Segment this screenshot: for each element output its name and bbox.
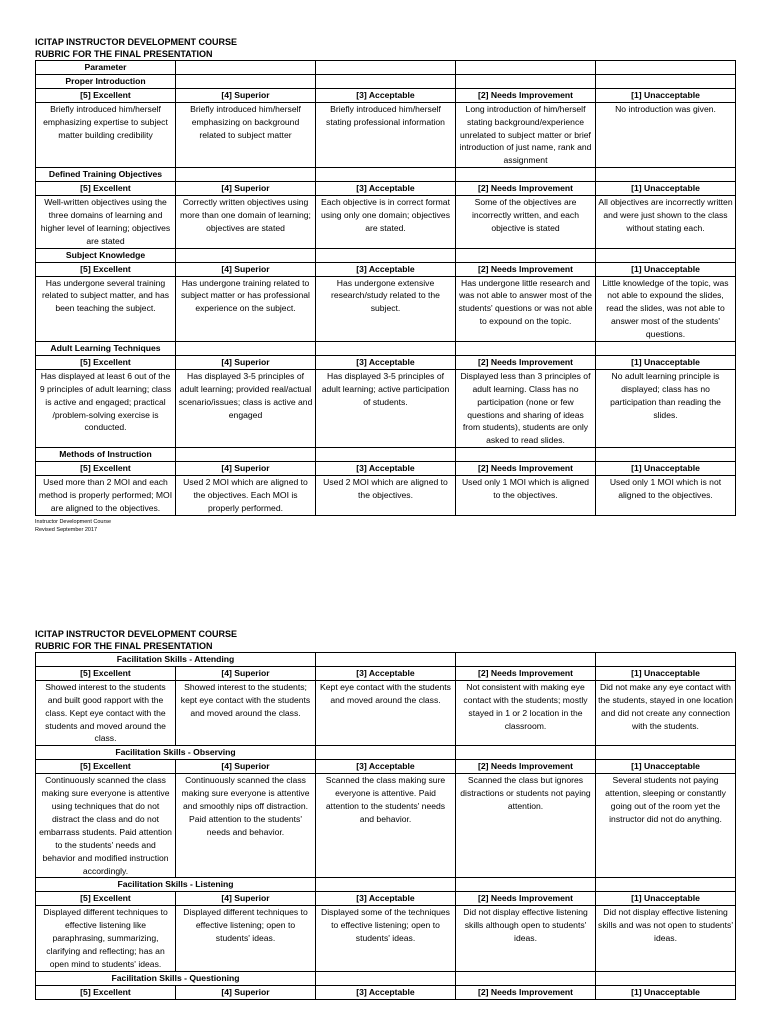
criteria-cell: Showed interest to the students and built good rapport with the class. Kept eye contact with the students and moved around the class.	[36, 680, 176, 746]
level-excellent: [5] Excellent	[36, 892, 176, 906]
level-excellent: [5] Excellent	[36, 182, 176, 196]
criteria-cell: Correctly written objectives using more than one domain of learning; objectives are stated	[176, 196, 316, 249]
criteria-cell: Some of the objectives are incorrectly written, and each objective is stated	[456, 196, 596, 249]
level-superior: [4] Superior	[176, 355, 316, 369]
level-excellent: [5] Excellent	[36, 462, 176, 476]
level-excellent: [5] Excellent	[36, 985, 176, 999]
level-needs-improvement: [2] Needs Improvement	[456, 892, 596, 906]
footer-revision: Revised September 2017	[35, 526, 98, 533]
level-acceptable: [3] Acceptable	[316, 666, 456, 680]
criteria-row	[36, 906, 736, 972]
section-methods-of-instruction	[36, 448, 736, 516]
section-facilitation-attending	[36, 653, 736, 746]
criteria-cell: No adult learning principle is displayed; class has no participation than reading the slides.	[596, 369, 736, 447]
level-acceptable: [3] Acceptable	[316, 88, 456, 102]
section-title: Methods of Instruction	[36, 448, 176, 462]
parameter-label: Parameter	[36, 61, 176, 75]
criteria-cell: Used 2 MOI which are aligned to the objectives. Each MOI is properly performed.	[176, 476, 316, 516]
level-unacceptable: [1] Unacceptable	[596, 462, 736, 476]
level-unacceptable: [1] Unacceptable	[596, 892, 736, 906]
level-needs-improvement: [2] Needs Improvement	[456, 666, 596, 680]
level-needs-improvement: [2] Needs Improvement	[456, 262, 596, 276]
criteria-cell: Has undergone training related to subject matter or has professional experience on the subject.	[176, 276, 316, 342]
level-superior: [4] Superior	[176, 262, 316, 276]
level-unacceptable: [1] Unacceptable	[596, 760, 736, 774]
criteria-cell: Several students not paying attention, sleeping or constantly going out of the room yet the instructor did not do anything.	[596, 774, 736, 878]
criteria-cell: Scanned the class but ignores distractions or students not paying attention.	[456, 774, 596, 878]
level-excellent: [5] Excellent	[36, 88, 176, 102]
criteria-cell: Briefly introduced him/herself emphasizing expertise to subject matter building credibility	[36, 102, 176, 168]
criteria-cell: Has displayed 3-5 principles of adult learning; provided real/actual scenario/issues; class is active and engaged	[176, 369, 316, 447]
footer-course: Instructor Development Course	[35, 518, 112, 525]
level-acceptable: [3] Acceptable	[316, 985, 456, 999]
rubric-page-2	[35, 628, 735, 1000]
criteria-cell: Used only 1 MOI which is not aligned to the objectives.	[596, 476, 736, 516]
section-adult-learning-techniques	[36, 342, 736, 448]
level-superior: [4] Superior	[176, 666, 316, 680]
criteria-cell: Kept eye contact with the students and moved around the class.	[316, 680, 456, 746]
document-title: ICITAP INSTRUCTOR DEVELOPMENT COURSE	[35, 629, 238, 639]
criteria-cell: Has displayed 3-5 principles of adult learning; active participation of students.	[316, 369, 456, 447]
criteria-cell: Has undergone several training related to subject matter, and has been teaching the subject.	[36, 276, 176, 342]
criteria-cell: Used more than 2 MOI and each method is properly performed; MOI are aligned to the objectives.	[36, 476, 176, 516]
level-unacceptable: [1] Unacceptable	[596, 182, 736, 196]
parameter-header-row	[36, 61, 736, 75]
level-superior: [4] Superior	[176, 182, 316, 196]
level-superior: [4] Superior	[176, 88, 316, 102]
criteria-cell: Long introduction of him/herself stating background/experience unrelated to subject matter or brief introduction of just name, rank and assignment	[456, 102, 596, 168]
criteria-cell: Did not display effective listening skills and was not open to students' ideas.	[596, 906, 736, 972]
criteria-cell: Displayed different techniques to effective listening; open to students' ideas.	[176, 906, 316, 972]
criteria-cell: Displayed less than 3 principles of adult learning. Class has no participation (none or few questions and sharing of ideas from students), students are only asked to read slides.	[456, 369, 596, 447]
criteria-cell: No introduction was given.	[596, 102, 736, 168]
criteria-row	[36, 196, 736, 249]
level-acceptable: [3] Acceptable	[316, 355, 456, 369]
section-defined-training-objectives	[36, 168, 736, 248]
criteria-cell: Continuously scanned the class making sure everyone is attentive using techniques that do not distract the class and do not embarrass students. Paid attention to the students' needs and behavior and modified instruction accordingly.	[36, 774, 176, 878]
criteria-cell: Did not make any eye contact with the students, stayed in one location and did not create any connection with the students.	[596, 680, 736, 746]
section-facilitation-observing	[36, 746, 736, 878]
level-needs-improvement: [2] Needs Improvement	[456, 182, 596, 196]
criteria-cell: Has undergone little research and was not able to answer most of the students' questions or was not able to expound on the topic.	[456, 276, 596, 342]
criteria-row	[36, 476, 736, 516]
criteria-row	[36, 369, 736, 447]
document-title: ICITAP INSTRUCTOR DEVELOPMENT COURSE	[35, 37, 238, 47]
level-acceptable: [3] Acceptable	[316, 760, 456, 774]
criteria-cell: Well-written objectives using the three domains of learning and higher level of learning; objectives are stated	[36, 196, 176, 249]
level-unacceptable: [1] Unacceptable	[596, 985, 736, 999]
rubric-table-1	[35, 60, 736, 516]
criteria-cell: Has displayed at least 6 out of the 9 principles of adult learning; class is active and engaged; practical /problem-solving exercise is conducted.	[36, 369, 176, 447]
level-needs-improvement: [2] Needs Improvement	[456, 355, 596, 369]
level-needs-improvement: [2] Needs Improvement	[456, 985, 596, 999]
section-title: Proper Introduction	[36, 74, 176, 88]
section-title: Facilitation Skills - Observing	[36, 746, 316, 760]
level-superior: [4] Superior	[176, 760, 316, 774]
level-acceptable: [3] Acceptable	[316, 182, 456, 196]
level-excellent: [5] Excellent	[36, 760, 176, 774]
section-title: Defined Training Objectives	[36, 168, 176, 182]
section-title: Facilitation Skills - Questioning	[36, 971, 316, 985]
criteria-cell: Each objective is in correct format using only one domain; objectives are stated.	[316, 196, 456, 249]
section-proper-introduction	[36, 74, 736, 167]
level-unacceptable: [1] Unacceptable	[596, 666, 736, 680]
criteria-row	[36, 102, 736, 168]
criteria-row	[36, 680, 736, 746]
criteria-cell: Has undergone extensive research/study related to the subject.	[316, 276, 456, 342]
criteria-cell: Displayed different techniques to effective listening like paraphrasing, summarizing, clarifying and reflecting; has an open mind to students' ideas.	[36, 906, 176, 972]
criteria-cell: Scanned the class making sure everyone is attentive. Paid attention to the students' needs and behavior.	[316, 774, 456, 878]
document-subtitle: RUBRIC FOR THE FINAL PRESENTATION	[35, 49, 213, 59]
level-excellent: [5] Excellent	[36, 262, 176, 276]
section-title: Subject Knowledge	[36, 248, 176, 262]
section-title: Facilitation Skills - Listening	[36, 878, 316, 892]
criteria-cell: Little knowledge of the topic, was not able to expound the slides, read the slides, was not able to answer most of the students' questions.	[596, 276, 736, 342]
criteria-cell: Used only 1 MOI which is aligned to the objectives.	[456, 476, 596, 516]
rubric-page-1	[35, 36, 735, 534]
criteria-cell: Displayed some of the techniques to effective listening; open to students' ideas.	[316, 906, 456, 972]
document-subtitle: RUBRIC FOR THE FINAL PRESENTATION	[35, 641, 213, 651]
level-unacceptable: [1] Unacceptable	[596, 355, 736, 369]
level-acceptable: [3] Acceptable	[316, 262, 456, 276]
section-title: Adult Learning Techniques	[36, 342, 176, 356]
level-unacceptable: [1] Unacceptable	[596, 262, 736, 276]
page-footer	[35, 518, 735, 534]
level-acceptable: [3] Acceptable	[316, 462, 456, 476]
criteria-row	[36, 774, 736, 878]
criteria-cell: Not consistent with making eye contact with the students; mostly stayed in 1 or 2 location in the classroom.	[456, 680, 596, 746]
level-superior: [4] Superior	[176, 985, 316, 999]
criteria-cell: All objectives are incorrectly written and were just shown to the class without stating each.	[596, 196, 736, 249]
level-unacceptable: [1] Unacceptable	[596, 88, 736, 102]
rubric-table-2	[35, 652, 736, 1000]
level-superior: [4] Superior	[176, 892, 316, 906]
criteria-cell: Used 2 MOI which are aligned to the objectives.	[316, 476, 456, 516]
level-excellent: [5] Excellent	[36, 666, 176, 680]
criteria-row	[36, 276, 736, 342]
criteria-cell: Did not display effective listening skills although open to students' ideas.	[456, 906, 596, 972]
criteria-cell: Showed interest to the students; kept eye contact with the students and moved around the class.	[176, 680, 316, 746]
section-subject-knowledge	[36, 248, 736, 341]
section-title: Facilitation Skills - Attending	[36, 653, 316, 667]
level-superior: [4] Superior	[176, 462, 316, 476]
level-needs-improvement: [2] Needs Improvement	[456, 88, 596, 102]
criteria-cell: Continuously scanned the class making sure everyone is attentive and smoothly nips off distraction. Paid attention to the students' needs and behavior.	[176, 774, 316, 878]
level-needs-improvement: [2] Needs Improvement	[456, 462, 596, 476]
criteria-cell: Briefly introduced him/herself emphasizing on background related to subject matter	[176, 102, 316, 168]
level-needs-improvement: [2] Needs Improvement	[456, 760, 596, 774]
criteria-cell: Briefly introduced him/herself stating professional information	[316, 102, 456, 168]
section-facilitation-listening	[36, 878, 736, 971]
level-acceptable: [3] Acceptable	[316, 892, 456, 906]
section-facilitation-questioning	[36, 971, 736, 999]
level-excellent: [5] Excellent	[36, 355, 176, 369]
